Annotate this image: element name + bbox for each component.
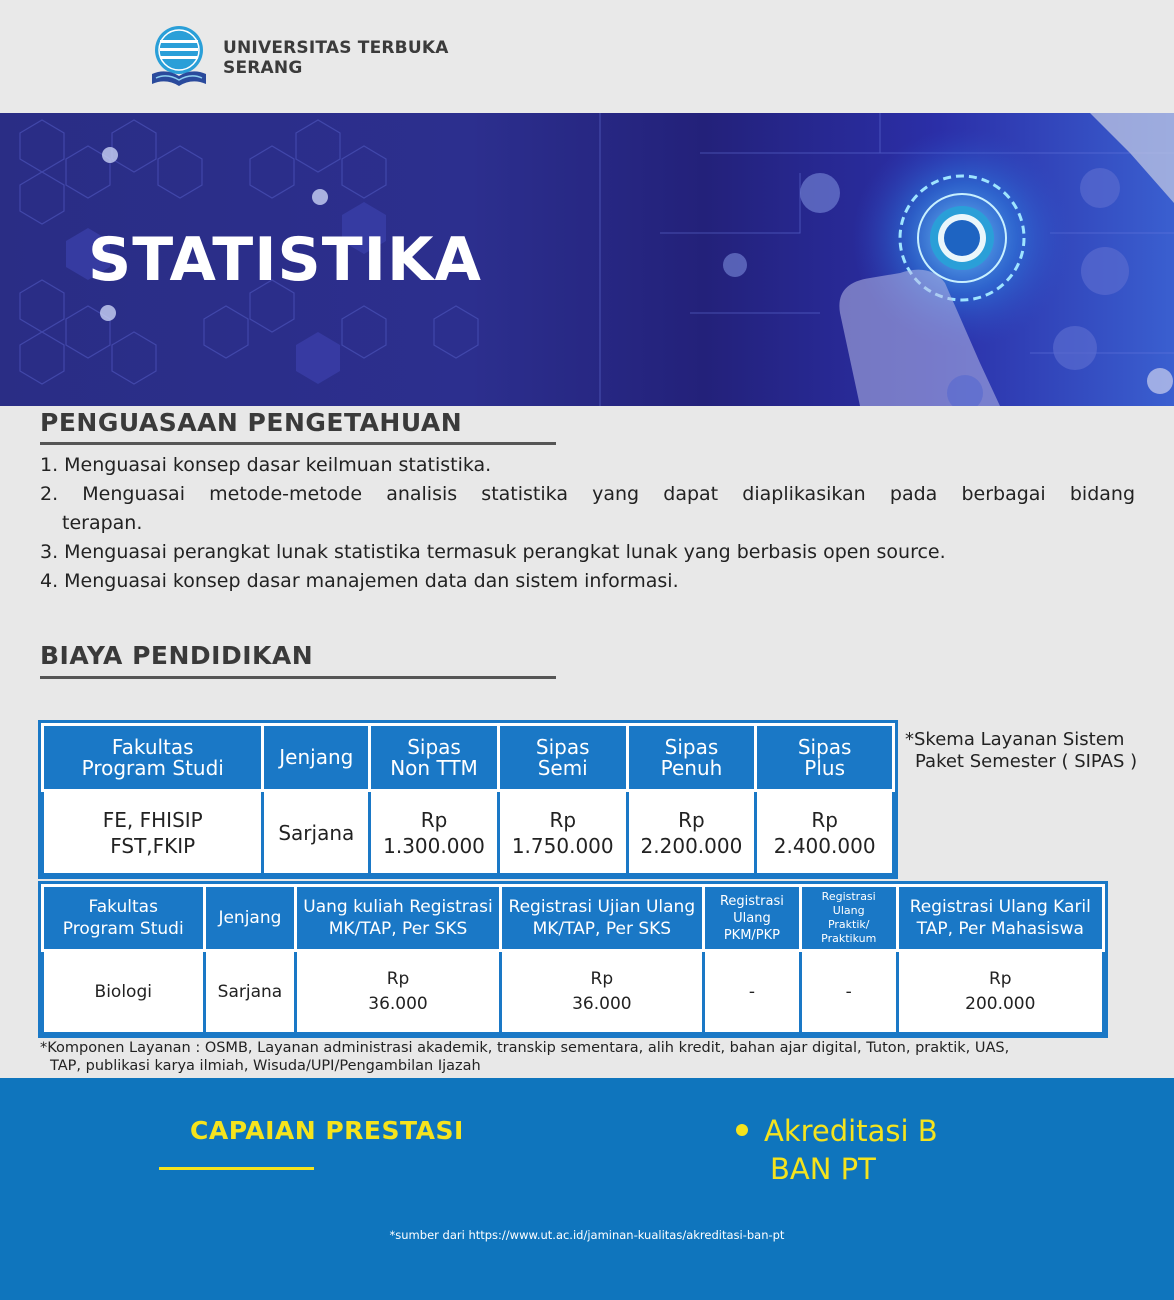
cell-text: FE, FHISIP — [102, 807, 203, 832]
header-text: Registrasi Ujian Ulang — [508, 897, 696, 917]
header-text: Ulang — [733, 910, 771, 926]
service-components-line1: *Komponen Layanan : OSMB, Layanan administrasi akademik, transkip sementara, alih kredit, bahan ajar digital, Tuton, praktik, UAS, — [40, 1040, 1010, 1056]
source-note: *sumber dari https://www.ut.ac.id/jaminan-kualitas/akreditasi-ban-pt — [389, 1228, 785, 1242]
header-sipas-penuh — [627, 725, 756, 791]
table-header-row — [43, 725, 894, 791]
university-name-line2: SERANG — [223, 58, 303, 78]
bullet-icon — [736, 1124, 748, 1136]
table-row — [43, 951, 1104, 1034]
knowledge-item-3: 3. Menguasai perangkat lunak statistika termasuk perangkat lunak yang berbasis open source. — [40, 541, 946, 563]
cell-text: - — [845, 981, 852, 1002]
header-text: Non TTM — [390, 755, 478, 780]
cell-sipas-semi — [498, 791, 627, 875]
knowledge-heading: PENGUASAAN PENGETAHUAN — [40, 408, 463, 437]
header-text: MK/TAP, Per SKS — [328, 919, 468, 939]
header-text: Fakultas — [111, 734, 194, 759]
header-text: Penuh — [660, 755, 723, 780]
header-text: PKM/PKP — [723, 927, 780, 943]
service-components-line2: TAP, publikasi karya ilmiah, Wisuda/UPI/Pengambilan Ijazah — [50, 1058, 481, 1074]
header-karil — [897, 886, 1103, 951]
knowledge-item-4: 4. Menguasai konsep dasar manajemen data dan sistem informasi. — [40, 570, 679, 592]
hero-banner — [0, 113, 1174, 406]
knowledge-item-2-line1: 2. Menguasai metode-metode analisis statistika yang dapat diaplikasikan pada berbagai bidang — [40, 483, 1135, 505]
fees-heading: BIAYA PENDIDIKAN — [40, 641, 314, 670]
cell-text: 2.200.000 — [640, 833, 743, 858]
accreditation-line2: BAN PT — [770, 1152, 876, 1186]
header-text: Jenjang — [218, 908, 282, 928]
header-text: Sipas — [407, 734, 461, 759]
accreditation-line1: Akreditasi B — [764, 1114, 938, 1148]
sipas-note — [905, 729, 1165, 773]
cell-text: Rp — [678, 807, 705, 832]
cell-text: Rp — [386, 969, 410, 989]
header-faculty — [43, 886, 205, 951]
cell-text: Rp — [549, 807, 577, 832]
sipas-fee-table — [41, 723, 895, 876]
knowledge-list — [40, 451, 1135, 596]
header-text: Praktik/ — [827, 918, 870, 931]
accreditation-item — [736, 1112, 938, 1188]
cell-text: Rp — [988, 969, 1012, 989]
table-row — [43, 791, 894, 875]
header-text: Jenjang — [279, 745, 354, 769]
header-text: MK/TAP, Per SKS — [532, 919, 672, 939]
cell-text: 36.000 — [368, 994, 428, 1014]
cell-text: Biologi — [94, 981, 152, 1002]
header-text: Uang kuliah Registrasi — [303, 897, 493, 917]
cell-text: - — [748, 981, 755, 1002]
university-name-line1: UNIVERSITAS TERBUKA — [223, 38, 449, 58]
header-tuition-registration — [296, 886, 500, 951]
table-header-row — [43, 886, 1104, 951]
university-name — [223, 38, 449, 78]
service-components-note — [40, 1039, 1160, 1075]
header-sipas-semi — [498, 725, 627, 791]
university-logo-icon — [150, 24, 208, 90]
cell-faculty — [43, 951, 205, 1034]
header-pkm-pkp — [704, 886, 801, 951]
header-sipas-plus — [756, 725, 894, 791]
header-text: Praktikum — [821, 932, 877, 945]
cell-faculty — [43, 791, 263, 875]
cell-tuition-registration — [296, 951, 500, 1034]
header-text: Registrasi Ulang Karil — [909, 897, 1091, 917]
cell-text: 1.750.000 — [511, 833, 614, 858]
cell-text: Rp — [811, 807, 838, 832]
header-practicum — [800, 886, 897, 951]
header-text: Registrasi — [821, 890, 876, 903]
header-text: Plus — [804, 755, 846, 780]
cell-text: Sarjana — [217, 981, 283, 1002]
header-text: Program Studi — [81, 755, 224, 780]
header-text: Semi — [537, 755, 588, 780]
cell-level — [204, 951, 296, 1034]
header-text: Ulang — [832, 904, 865, 917]
cell-text: 200.000 — [965, 994, 1036, 1014]
knowledge-item-2 — [40, 480, 1135, 538]
cell-level — [263, 791, 370, 875]
achievement-section — [0, 1078, 1174, 1300]
header-level — [263, 725, 370, 791]
cell-sipas-non-ttm — [370, 791, 499, 875]
cell-pkm-pkp — [704, 951, 801, 1034]
header-exam-re-registration — [500, 886, 703, 951]
achievement-heading: CAPAIAN PRESTASI — [190, 1116, 464, 1145]
cell-text: Rp — [420, 807, 448, 832]
header-text: TAP, Per Mahasiswa — [916, 919, 1084, 939]
header-faculty — [43, 725, 263, 791]
header-text: Fakultas — [88, 897, 158, 917]
cell-text: 36.000 — [572, 994, 632, 1014]
knowledge-heading-rule — [40, 442, 556, 445]
program-title: STATISTIKA — [88, 225, 482, 295]
page-header — [0, 0, 1174, 113]
fees-heading-rule — [40, 676, 556, 679]
cell-text: FST,FKIP — [110, 833, 196, 858]
sipas-note-line2: Paket Semester ( SIPAS ) — [915, 751, 1138, 772]
cell-sipas-penuh — [627, 791, 756, 875]
header-text: Program Studi — [62, 919, 184, 939]
cell-text: 2.400.000 — [773, 833, 876, 858]
knowledge-item-1: 1. Menguasai konsep dasar keilmuan statistika. — [40, 454, 492, 476]
cell-text: 1.300.000 — [383, 833, 485, 858]
header-text: Sipas — [535, 734, 590, 759]
header-text: Registrasi — [719, 893, 784, 909]
header-sipas-non-ttm — [370, 725, 499, 791]
cell-practicum — [800, 951, 897, 1034]
sipas-note-line1: *Skema Layanan Sistem — [905, 729, 1125, 750]
cell-text: Rp — [590, 969, 614, 989]
cell-karil — [897, 951, 1103, 1034]
knowledge-item-2-line2: terapan. — [62, 512, 143, 534]
registration-fee-table — [41, 884, 1105, 1035]
cell-exam-re-registration — [500, 951, 703, 1034]
cell-text: Sarjana — [278, 820, 355, 845]
header-text: Sipas — [797, 734, 852, 759]
header-text: Sipas — [664, 734, 719, 759]
header-level — [204, 886, 296, 951]
cell-sipas-plus — [756, 791, 894, 875]
achievement-heading-rule — [159, 1167, 314, 1170]
